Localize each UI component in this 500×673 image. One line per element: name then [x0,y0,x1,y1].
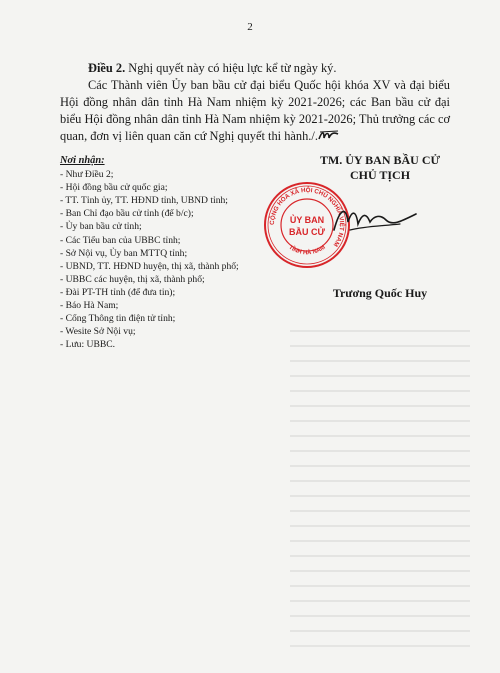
list-item: - Như Điều 2; [60,169,114,181]
list-item: - Hội đồng bầu cử quốc gia; [60,182,168,194]
list-item: - Các Tiểu ban của UBBC tỉnh; [60,234,181,246]
list-item: - Sở Nội vụ, Ủy ban MTTQ tỉnh; [60,247,188,259]
svg-text:TỈNH HÀ NAM [287,245,326,257]
signature-header [290,153,470,183]
seal-ring-text: CỘNG HÒA XÃ HỘI CHỦ NGHĨA VIỆT NAM [268,186,346,248]
handwritten-initial-icon [318,129,340,141]
list-item: - Ủy ban bầu cử tỉnh; [60,221,142,233]
list-item: - Đài PT-TH tỉnh (để đưa tin); [60,286,176,298]
execution-text: Các Thành viên Ủy ban bầu cử đại biểu Quốc hội khóa XV và đại biểu Hội đồng nhân dân tỉnh Hà Nam nhiệm kỳ 2021-2026; các Ban bầu cử đại biểu Hội đồng nhân dân tỉnh Hà Nam nhiệm kỳ 2021-2026; Thủ trưởng các cơ quan, đơn vị liên quan căn cứ Nghị quyết thi hành./. [60,78,450,143]
article-2 [60,60,450,77]
list-item: - Lưu: UBBC. [60,339,116,351]
bleed-through-shadow [290,330,470,660]
recipients-title: Nơi nhận: [60,155,105,166]
list-item: - Wesite Sở Nội vụ; [60,326,136,338]
page-number: 2 [247,21,253,33]
list-item: - Báo Hà Nam; [60,300,119,312]
recipients-list [60,168,270,351]
seal-center-line-1: ỦY BAN [289,215,325,225]
seal-bottom-text: TỈNH HÀ NAM [287,244,327,257]
list-item: - UBND, TT. HĐND huyện, thị xã, thành phố; [60,260,239,272]
list-item: - Ban Chỉ đạo bầu cử tỉnh (để b/c); [60,208,194,220]
signature-line-1: TM. ỦY BAN BẦU CỬ [319,153,441,167]
handwritten-signature-icon [330,200,420,240]
list-item: - TT. Tỉnh ủy, TT. HĐND tỉnh, UBND tỉnh; [60,195,228,207]
list-item: - Cổng Thông tin điện tử tỉnh; [60,313,176,325]
body-text [60,60,450,145]
execution-paragraph [60,77,450,145]
article-text: Nghị quyết này có hiệu lực kể từ ngày ký. [125,61,337,75]
list-item: - UBBC các huyện, thị xã, thành phố; [60,273,205,285]
recipients-block [60,154,270,351]
signature-line-2: CHỦ TỊCH [349,168,411,182]
signer-name: Trương Quốc Huy [332,286,428,300]
article-label: Điều 2. [88,61,126,75]
seal-center-line-2: BẦU CỬ [289,227,325,237]
